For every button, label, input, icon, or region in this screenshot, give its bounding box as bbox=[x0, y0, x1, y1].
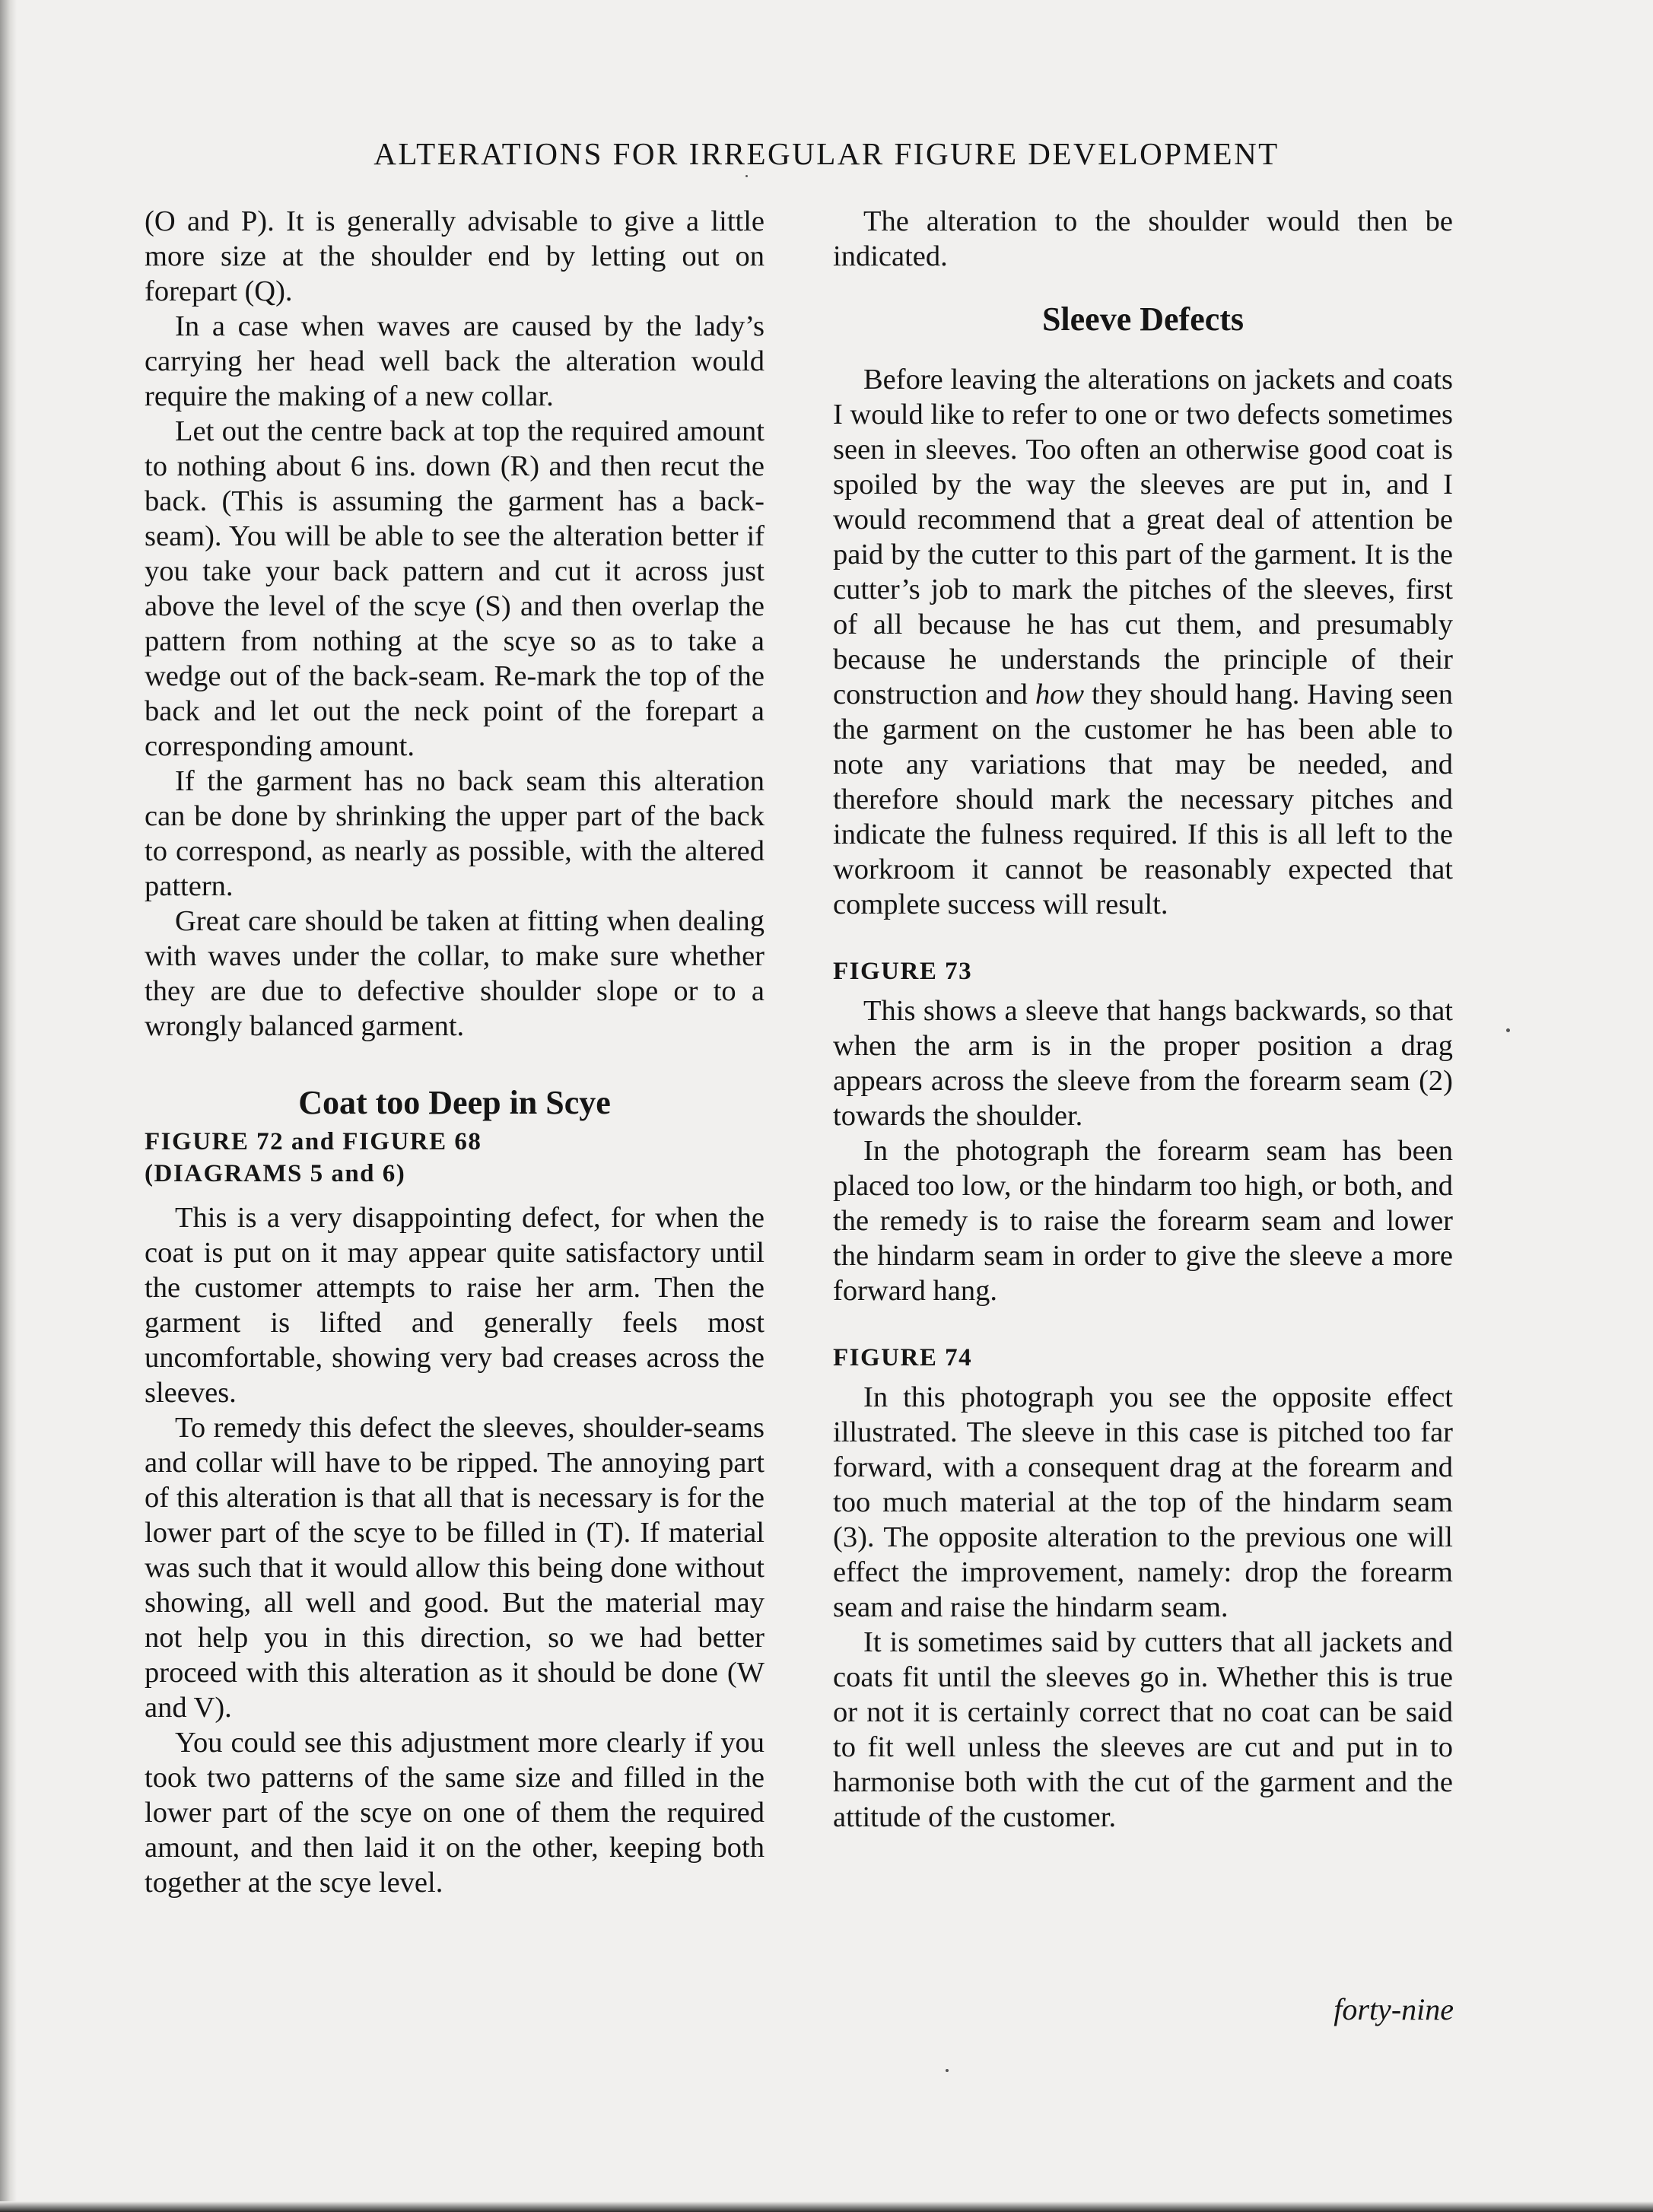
paragraph: You could see this adjustment more clearly if you took two patterns of the same size and filled in the lower part of the scye on one of them the required amount, and then laid it on the other, keeping both together at the scye level. bbox=[145, 1727, 765, 1899]
right-column bbox=[833, 204, 1453, 1835]
figure-label: (DIAGRAMS 5 and 6) bbox=[145, 1160, 406, 1187]
print-speck bbox=[946, 2069, 949, 2072]
paragraph: (O and P). It is generally advisable to give a little more size at the shoulder end by letting out on forepart (Q). bbox=[145, 205, 765, 307]
section-heading-coat-too-deep: Coat too Deep in Scye bbox=[298, 1084, 611, 1121]
paragraph: This is a very disappointing defect, for when the coat is put on it may appear quite satisfactory until the customer attempts to raise her arm. Then the garment is lifted and generally feels most uncomfortable, showing very bad creases across the sleeves. bbox=[145, 1202, 765, 1409]
paragraph: This shows a sleeve that hangs backwards, so that when the arm is in the proper position a drag appears across the sleeve from the forearm seam (2) towards the shoulder. bbox=[833, 995, 1453, 1132]
figure-label: FIGURE 74 bbox=[833, 1344, 973, 1371]
figure-label: FIGURE 73 bbox=[833, 958, 973, 985]
print-speck bbox=[1506, 1028, 1510, 1032]
paragraph: It is sometimes said by cutters that all jackets and coats fit until the sleeves go in. Whether this is true or not it is certainly correct that no coat can be said to fit well unless the sleeves are cut and put in to harmonise both with the cut of the garment and the attitude of the customer. bbox=[833, 1626, 1453, 1833]
emphasis: how bbox=[1035, 679, 1085, 710]
text-run: Before leaving the alterations on jackets and coats I would like to refer to one or two defects sometimes seen in sleeves. Too often an otherwise good coat is spoiled by the way the sleeves are put in, and I would recommend that a great deal of attention be paid by the cutter to this part of the garment. It is the cutter’s job to mark the pitches of the sleeves, first of all because he has cut them, and presumably because he understands the principle of their construction and bbox=[833, 364, 1453, 710]
paragraph: In this photograph you see the opposite effect illustrated. The sleeve in this case is pitched too far forward, with a consequent drag at the forearm and too much material at the top of the hindarm seam (3). The opposite alteration to the previous one will effect the improvement, namely: drop the forearm seam and raise the hindarm seam. bbox=[833, 1381, 1453, 1623]
paragraph: If the garment has no back seam this alteration can be done by shrinking the upper part of the back to correspond, as nearly as possible, with the altered pattern. bbox=[145, 765, 765, 902]
paragraph: To remedy this defect the sleeves, shoulder-seams and collar will have to be ripped. The annoying part of this alteration is that all that is necessary is for the lower part of the scye to be filled in (T). If material was such that it would allow this being done without showing, all well and good. But the material may not help you in this direction, so we had better proceed with this alteration as it should be done (W and V). bbox=[145, 1412, 765, 1724]
page-number: forty-nine bbox=[1334, 1992, 1454, 2026]
paragraph: Let out the centre back at top the required amount to nothing about 6 ins. down (R) and then recut the back. (This is assuming the garment has a back-seam). You will be able to see the alteration better if you take your back pattern and cut it across just above the level of the scye (S) and then overlap the pattern from nothing at the scye so as to take a wedge out of the back-seam. Re-mark the top of the back and let out the neck point of the forepart a corresponding amount. bbox=[145, 415, 765, 762]
paragraph: Great care should be taken at fitting when dealing with waves under the collar, to make sure whether they are due to defective shoulder slope or to a wrongly balanced garment. bbox=[145, 905, 765, 1042]
paragraph bbox=[833, 362, 1453, 922]
section-heading-sleeve-defects: Sleeve Defects bbox=[1041, 300, 1245, 338]
print-speck bbox=[745, 175, 748, 177]
text-run: they should hang. Having seen the garment on the customer he has been able to note any variations that may be needed, and therefore should mark the necessary pitches and indicate the fulness required. If this is all left to the workroom it cannot be reasonably expected that complete success will result. bbox=[833, 679, 1453, 920]
page-bottom-edge bbox=[0, 2201, 1653, 2212]
page-edge-shadow bbox=[0, 0, 17, 2212]
figure-label: FIGURE 72 and FIGURE 68 bbox=[145, 1128, 482, 1155]
paragraph: The alteration to the shoulder would then be indicated. bbox=[833, 205, 1453, 272]
paragraph: In a case when waves are caused by the lady’s carrying her head well back the alteration would require the making of a new collar. bbox=[145, 310, 765, 412]
paragraph: In the photograph the forearm seam has been placed too low, or the hindarm too high, or both, and the remedy is to raise the forearm seam and lower the hindarm seam in order to give the sleeve a more forward hang. bbox=[833, 1135, 1453, 1307]
left-column bbox=[145, 204, 765, 1900]
running-head: ALTERATIONS FOR IRREGULAR FIGURE DEVELOPMENT bbox=[374, 136, 1279, 171]
